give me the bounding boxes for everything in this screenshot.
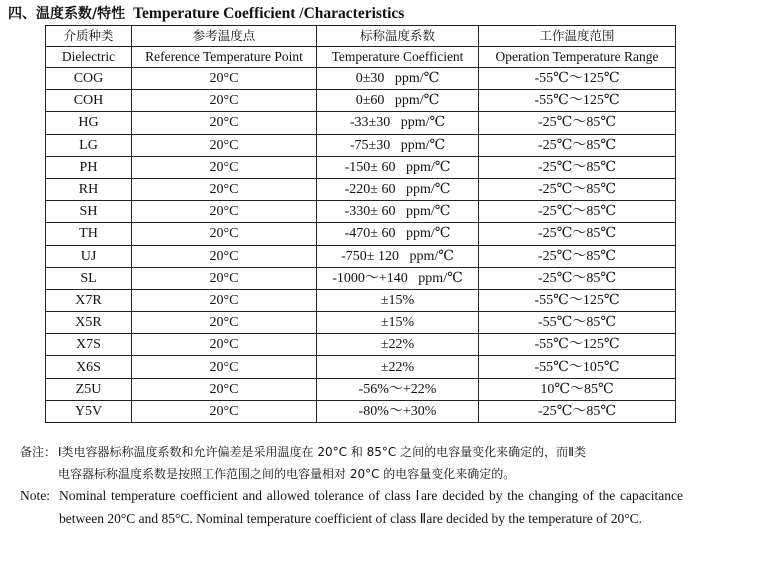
table-row	[46, 245, 676, 267]
note-cn-line-2: 电容器标称温度系数是按照工作范围之间的电容量相对 20°C 的电容量变化来确定的。	[58, 467, 516, 481]
cell-reference-point: 20°C	[132, 112, 317, 134]
cell-dielectric: COH	[46, 90, 132, 112]
cell-temp-coefficient: -150± 60 ppm/℃	[317, 156, 479, 178]
cell-dielectric: X5R	[46, 312, 132, 334]
cell-temp-coefficient: -330± 60 ppm/℃	[317, 201, 479, 223]
header-temp-coefficient-en: Temperature Coefficient	[317, 47, 479, 68]
header-operation-range-en: Operation Temperature Range	[479, 47, 676, 68]
header-reference-point-en: Reference Temperature Point	[132, 47, 317, 68]
cell-dielectric: PH	[46, 156, 132, 178]
section-title-en: Temperature Coefficient /Characteristics	[133, 5, 405, 22]
cell-dielectric: HG	[46, 112, 132, 134]
cell-reference-point: 20°C	[132, 90, 317, 112]
header-operation-range-cn: 工作温度范围	[479, 26, 676, 47]
cell-temp-coefficient: -220± 60 ppm/℃	[317, 178, 479, 200]
section-title	[8, 3, 404, 23]
note-cn-line-1: Ⅰ类电容器标称温度系数和允许偏差是采用温度在 20°C 和 85°C 之间的电容量变化来确定的，而Ⅱ类	[58, 445, 587, 459]
cell-operation-range: -55℃～85℃	[479, 312, 676, 334]
cell-operation-range: -25℃～85℃	[479, 400, 676, 422]
cell-reference-point: 20°C	[132, 134, 317, 156]
cell-temp-coefficient: ±22%	[317, 334, 479, 356]
cell-temp-coefficient: 0±60 ppm/℃	[317, 90, 479, 112]
cell-operation-range: -55℃～125℃	[479, 334, 676, 356]
cell-reference-point: 20°C	[132, 201, 317, 223]
cell-temp-coefficient: -80%～+30%	[317, 400, 479, 422]
cell-operation-range: -25℃～85℃	[479, 178, 676, 200]
table-row	[46, 201, 676, 223]
cell-operation-range: -25℃～85℃	[479, 267, 676, 289]
cell-dielectric: RH	[46, 178, 132, 200]
cell-temp-coefficient: -75±30 ppm/℃	[317, 134, 479, 156]
header-temp-coefficient-cn: 标称温度系数	[317, 26, 479, 47]
cell-temp-coefficient: -750± 120 ppm/℃	[317, 245, 479, 267]
table-row	[46, 289, 676, 311]
cell-operation-range: -25℃～85℃	[479, 134, 676, 156]
cell-dielectric: COG	[46, 68, 132, 90]
cell-operation-range: 10℃～85℃	[479, 378, 676, 400]
cell-operation-range: -25℃～85℃	[479, 156, 676, 178]
cell-reference-point: 20°C	[132, 223, 317, 245]
cell-temp-coefficient: -1000～+140 ppm/℃	[317, 267, 479, 289]
cell-dielectric: Y5V	[46, 400, 132, 422]
table-row	[46, 356, 676, 378]
cell-reference-point: 20°C	[132, 156, 317, 178]
note-en-text: Nominal temperature coefficient and allowed tolerance of class Ⅰare decided by the changing of the capacitance between 20°C and 85°C. Nominal temperature coefficient of class Ⅱare decided by the temperature of 20°C.	[59, 488, 683, 526]
table-row	[46, 378, 676, 400]
cell-operation-range: -25℃～85℃	[479, 112, 676, 134]
cell-reference-point: 20°C	[132, 334, 317, 356]
table-row	[46, 312, 676, 334]
cell-operation-range: -55℃～125℃	[479, 68, 676, 90]
cell-reference-point: 20°C	[132, 312, 317, 334]
cell-operation-range: -25℃～85℃	[479, 223, 676, 245]
cell-reference-point: 20°C	[132, 356, 317, 378]
header-row-en	[46, 47, 676, 68]
table-row	[46, 267, 676, 289]
cell-operation-range: -25℃～85℃	[479, 245, 676, 267]
cell-temp-coefficient: ±22%	[317, 356, 479, 378]
cell-dielectric: X7S	[46, 334, 132, 356]
table-row	[46, 223, 676, 245]
cell-reference-point: 20°C	[132, 245, 317, 267]
temperature-coefficient-table	[45, 25, 676, 423]
table-row	[46, 334, 676, 356]
cell-dielectric: TH	[46, 223, 132, 245]
table-body	[46, 68, 676, 423]
cell-operation-range: -55℃～125℃	[479, 90, 676, 112]
cell-dielectric: Z5U	[46, 378, 132, 400]
cell-dielectric: SH	[46, 201, 132, 223]
cell-operation-range: -55℃～105℃	[479, 356, 676, 378]
table-row	[46, 112, 676, 134]
table-row	[46, 178, 676, 200]
header-row-cn	[46, 26, 676, 47]
cell-temp-coefficient: ±15%	[317, 289, 479, 311]
cell-temp-coefficient: -56%～+22%	[317, 378, 479, 400]
cell-dielectric: X7R	[46, 289, 132, 311]
header-dielectric-en: Dielectric	[46, 47, 132, 68]
cell-reference-point: 20°C	[132, 178, 317, 200]
cell-reference-point: 20°C	[132, 68, 317, 90]
cell-dielectric: SL	[46, 267, 132, 289]
cell-dielectric: LG	[46, 134, 132, 156]
cell-reference-point: 20°C	[132, 267, 317, 289]
note-en-label: Note:	[20, 488, 50, 503]
cell-reference-point: 20°C	[132, 400, 317, 422]
table-row	[46, 400, 676, 422]
table-row	[46, 134, 676, 156]
table-row	[46, 90, 676, 112]
header-dielectric-cn: 介质种类	[46, 26, 132, 47]
note-cn-label: 备注：	[20, 445, 57, 459]
cell-temp-coefficient: -470± 60 ppm/℃	[317, 223, 479, 245]
section-title-cn: 四、温度系数/特性	[8, 6, 126, 22]
cell-reference-point: 20°C	[132, 289, 317, 311]
cell-dielectric: X6S	[46, 356, 132, 378]
cell-reference-point: 20°C	[132, 378, 317, 400]
cell-operation-range: -55℃～125℃	[479, 289, 676, 311]
header-reference-point-cn: 参考温度点	[132, 26, 317, 47]
table-row	[46, 68, 676, 90]
cell-temp-coefficient: 0±30 ppm/℃	[317, 68, 479, 90]
cell-temp-coefficient: -33±30 ppm/℃	[317, 112, 479, 134]
cell-dielectric: UJ	[46, 245, 132, 267]
table-row	[46, 156, 676, 178]
cell-operation-range: -25℃～85℃	[479, 201, 676, 223]
cell-temp-coefficient: ±15%	[317, 312, 479, 334]
